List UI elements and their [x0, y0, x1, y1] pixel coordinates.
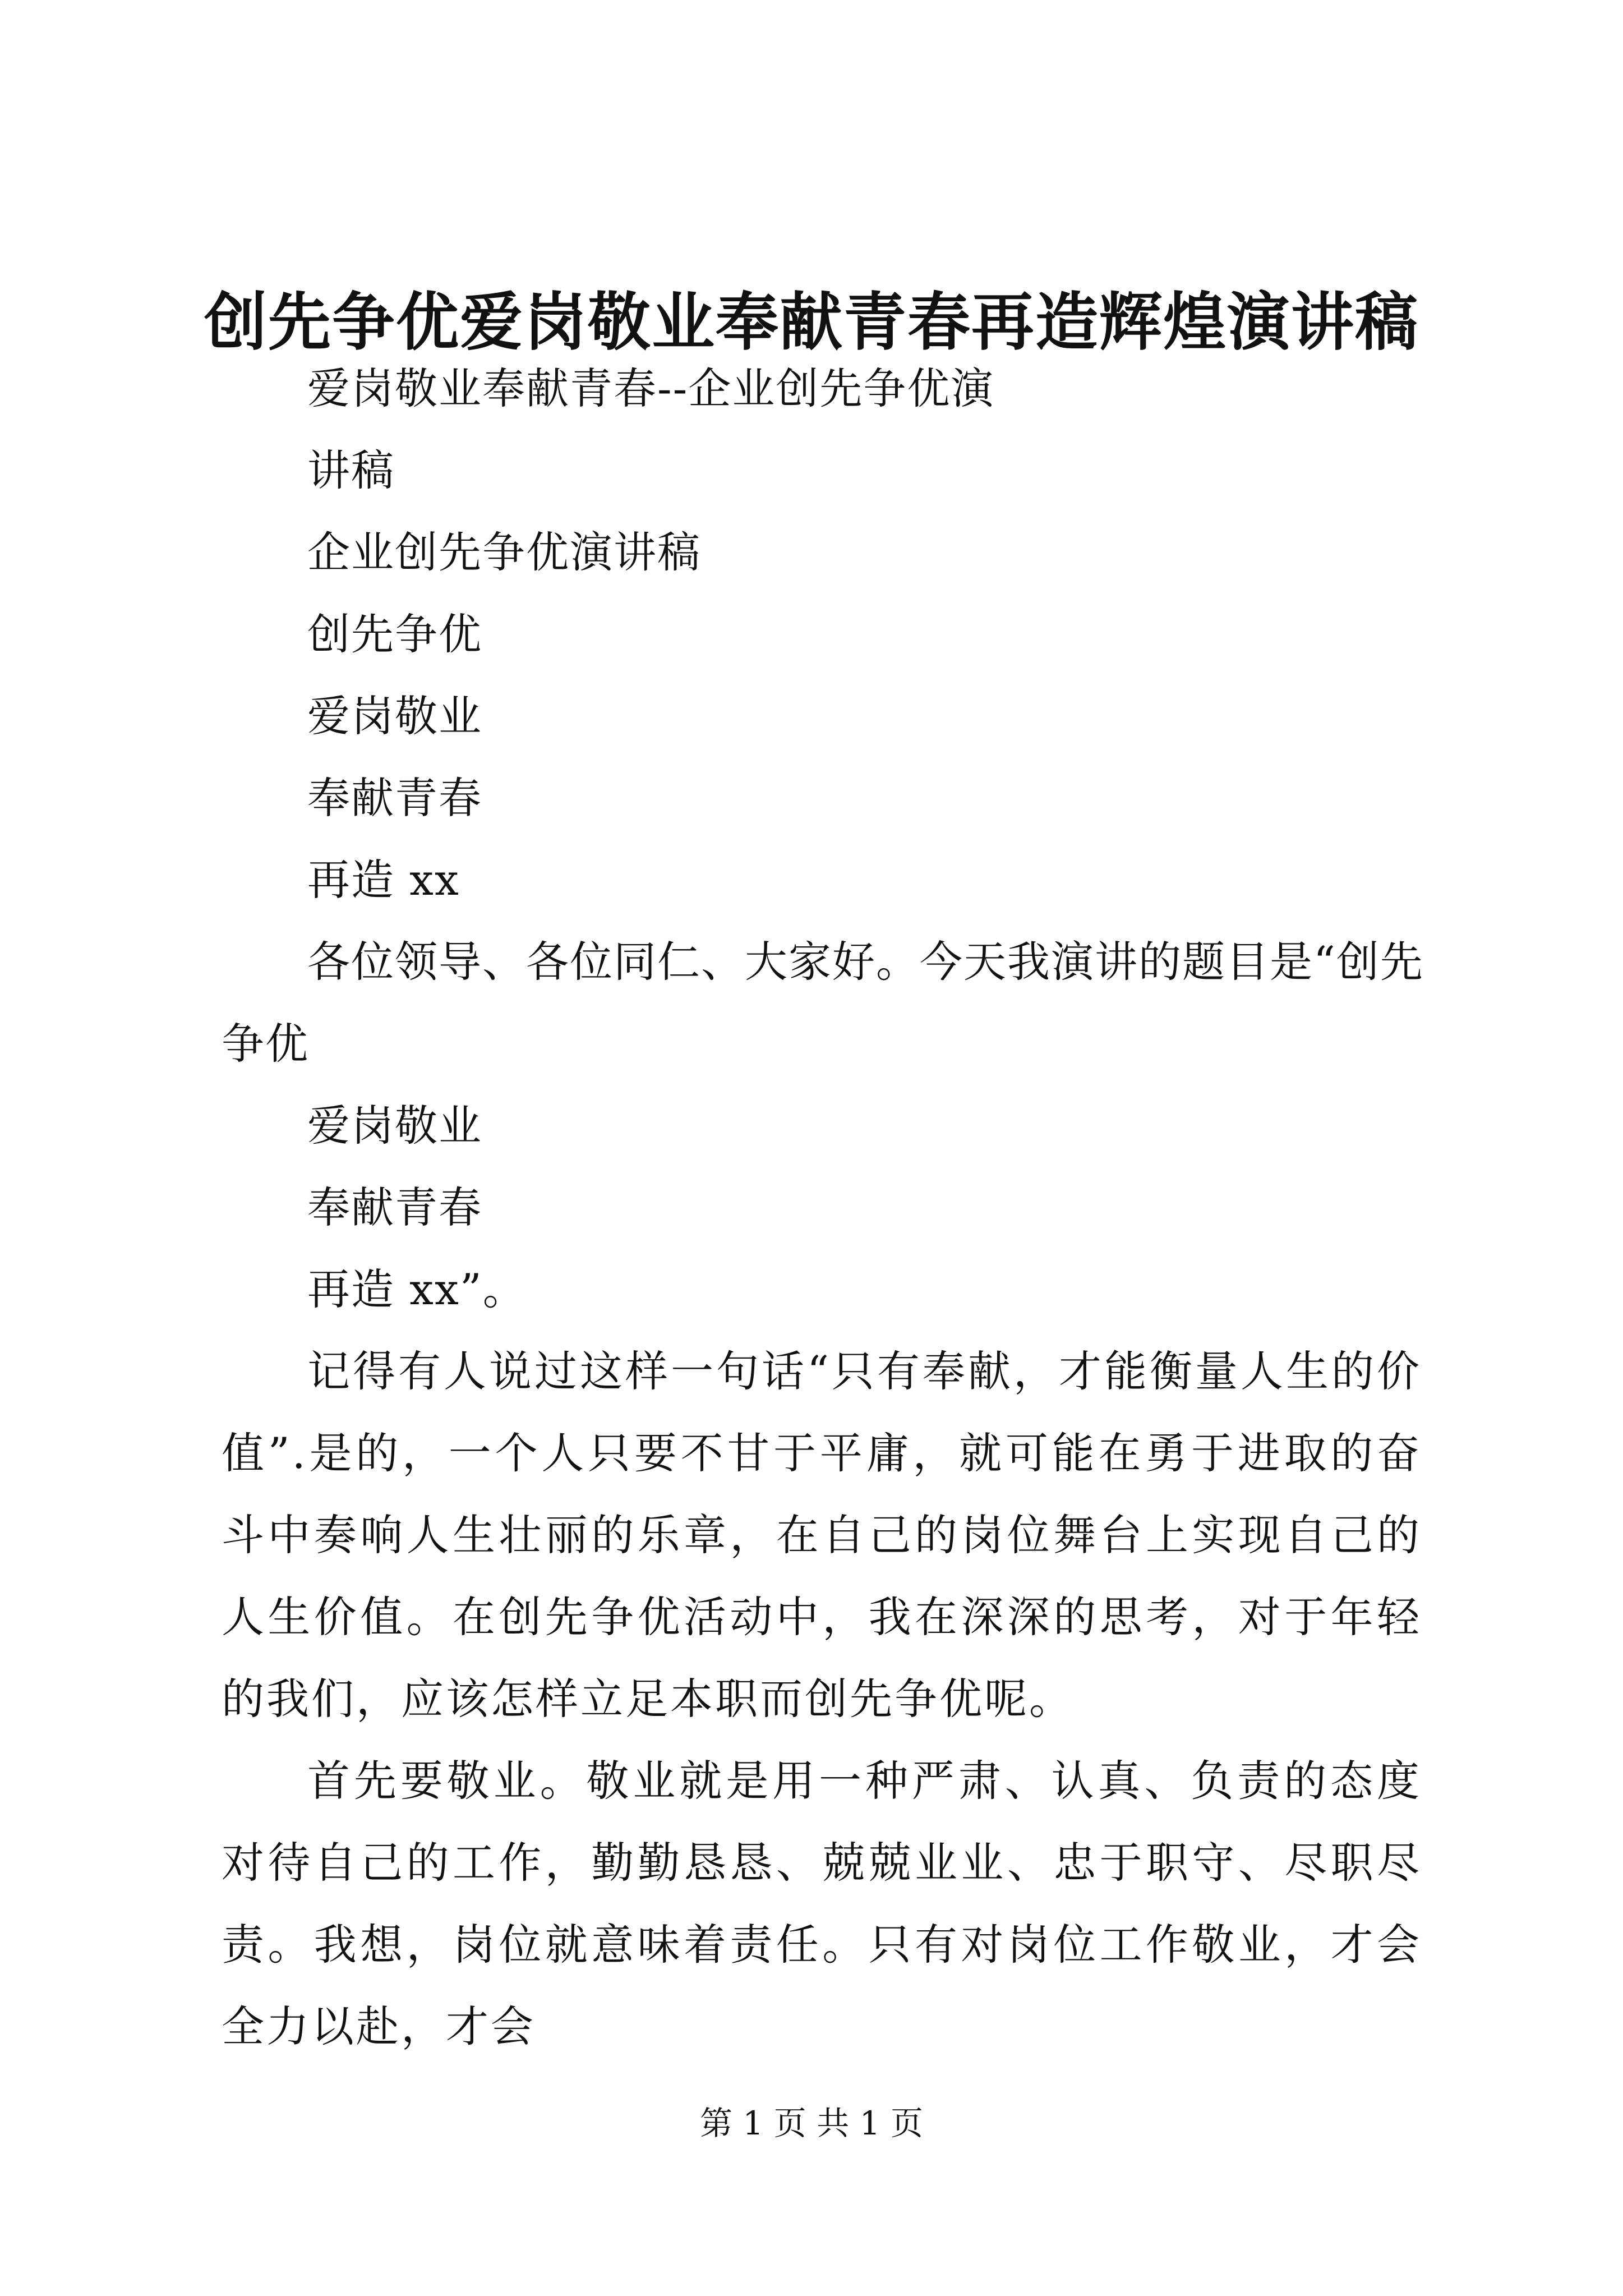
greeting-line-cont: 争优: [222, 1019, 309, 1069]
heading-line: 企业创先争优演讲稿: [307, 527, 701, 577]
body-paragraph: 记得有人说过这样一句话“只有奉献，才能衡量人生的价值”.是的，一个人只要不甘于平庸，就可能在勇于进取的奋斗中奏响人生壮丽的乐章，在自己的岗位舞台上实现自己的人生价值。在创先争优活动中，我在深深的思考，对于年轻的我们，应该怎样立足本职而创先争优呢。: [222, 1346, 1422, 1724]
subtitle-line-cont: 讲稿: [307, 445, 395, 495]
document-body: [222, 348, 1422, 2068]
slogan-line: 奉献青春: [307, 1182, 482, 1232]
slogan-line: 奉献青春: [307, 773, 482, 823]
slogan-line: 再造 xx”。: [307, 1264, 527, 1314]
page-number-footer: 第 1 页 共 1 页: [700, 2104, 923, 2142]
slogan-line: 再造 xx: [307, 855, 460, 905]
greeting-line: 各位领导、各位同仁、大家好。今天我演讲的题目是“创先: [307, 937, 1424, 987]
document-title: 创先争优爱岗敬业奉献青春再造辉煌演讲稿: [204, 286, 1419, 359]
slogan-line: 爱岗敬业: [307, 691, 482, 741]
body-paragraph: 首先要敬业。敬业就是用一种严肃、认真、负责的态度对待自己的工作，勤勤恳恳、兢兢业业、忠于职守、尽职尽责。我想，岗位就意味着责任。只有对岗位工作敬业，才会全力以赴，才会: [222, 1756, 1422, 2051]
slogan-line: 创先争优: [307, 609, 482, 659]
slogan-line: 爱岗敬业: [307, 1101, 482, 1151]
subtitle-line: 爱岗敬业奉献青春--企业创先争优演: [307, 364, 995, 413]
